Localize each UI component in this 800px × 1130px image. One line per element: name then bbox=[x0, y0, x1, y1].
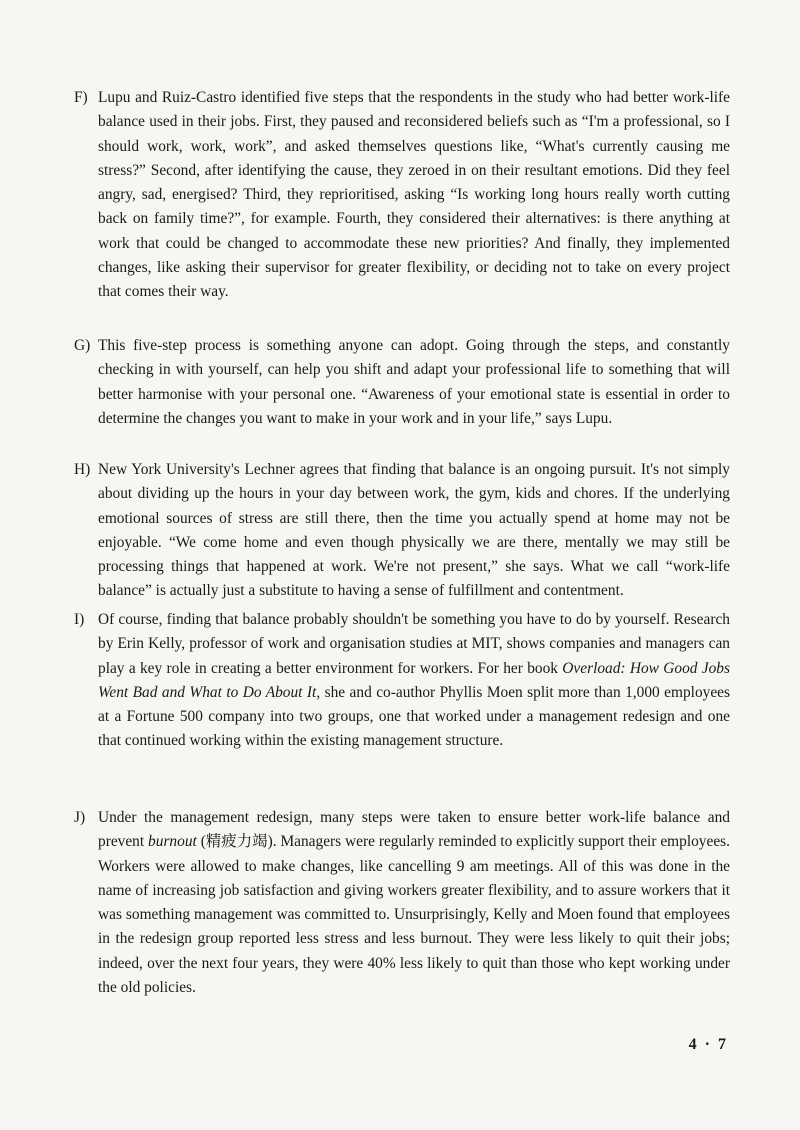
paragraph-f bbox=[74, 86, 730, 305]
paragraph-text bbox=[98, 806, 730, 1000]
paragraph-text bbox=[98, 608, 730, 754]
paragraph-text: New York University's Lechner agrees that finding that balance is an ongoing pursuit. It's not simply about dividing up the hours in your day between work, the gym, kids and chores. If the underlying emotional sources of stress are still there, then the time you actually spend at home may not be enjoyable. “We come home and even though physically we are there, mentally we may still be processing things that happened at work. We're not present,” she says. What we call “work-life balance” is actually just a substitute to having a sense of fulfillment and contentment. bbox=[98, 461, 730, 600]
glossary-gloss: (精疲力竭) bbox=[196, 833, 273, 851]
paragraph-label: G) bbox=[74, 337, 91, 354]
paragraph-i bbox=[74, 608, 730, 754]
book-title: Overload: How Good Jobs Went Bad and What to Do About It bbox=[98, 659, 730, 701]
paragraph-label: I) bbox=[74, 611, 85, 628]
paragraph-label: F) bbox=[74, 89, 88, 106]
paragraph-text-before: Of course, finding that balance probably shouldn't be something you have to do by yourself. Research by Erin Kelly, professor of work and organisation studies at MIT, shows companies and managers can play a key role in creating a better environment for workers. For her book bbox=[98, 611, 730, 677]
paragraph-label: J) bbox=[74, 809, 86, 826]
paragraph-text-before: Under the management redesign, many steps were taken to ensure better work-life balance and prevent bbox=[98, 809, 730, 851]
paragraph-g bbox=[74, 334, 730, 431]
paragraph-text-after: , she and co-author Phyllis Moen split more than 1,000 employees at a Fortune 500 company into two groups, one that worked under a management redesign and one that continued working within the existing management structure. bbox=[98, 683, 730, 750]
paragraph-j bbox=[74, 806, 730, 1000]
paragraph-text-after: . Managers were regularly reminded to explicitly support their employees. Workers were allowed to make changes, like cancelling 9 am meetings. All of this was done in the name of increasing job satisfaction and giving workers greater flexibility, and to assure workers that it was something management was committed to. Unsurprisingly, Kelly and Moen found that employees in the redesign group reported less stress and less burnout. They were less likely to quit their jobs; indeed, over the next four years, they were 40% less likely to quit than those who kept working under the old policies. bbox=[98, 833, 731, 997]
glossary-term: burnout bbox=[148, 833, 197, 851]
paragraph-text: Lupu and Ruiz-Castro identified five steps that the respondents in the study who had better work-life balance used in their jobs. First, they paused and reconsidered beliefs such as “I'm a professional, so I should work, work, work”, and asked themselves questions like, “What's currently causing me stress?” Second, after identifying the cause, they zeroed in on their resultant emotions. Did they feel angry, sad, energised? Third, they reprioritised, asking “Is working long hours really worth cutting back on family time?”, for example. Fourth, they considered their alternatives: is there anything at work that could be changed to accommodate these new priorities? And finally, they implemented changes, like asking their supervisor for greater flexibility, or deciding not to take on every project that comes their way. bbox=[98, 89, 730, 301]
page-number: 4 · 7 bbox=[688, 1036, 728, 1053]
paragraph-text: This five-step process is something anyone can adopt. Going through the steps, and constantly checking in with yourself, can help you shift and adapt your professional life to something that will better harmonise with your personal one. “Awareness of your emotional state is essential in order to determine the changes you want to make in your work and in your life,” says Lupu. bbox=[98, 337, 730, 427]
paragraph-label: H) bbox=[74, 461, 91, 478]
paragraph-h bbox=[74, 458, 730, 604]
